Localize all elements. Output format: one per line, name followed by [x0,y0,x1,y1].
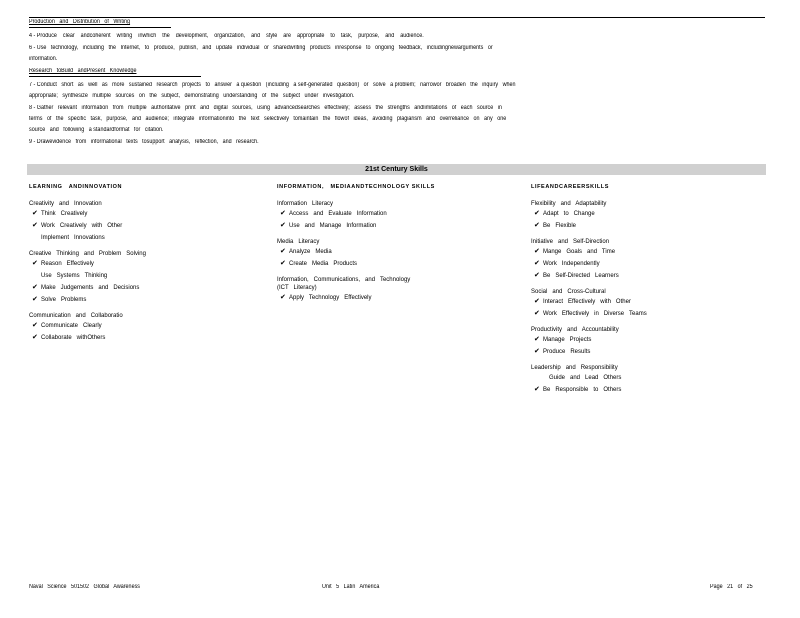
footer-page-number: Page 21 of 25 [710,584,753,590]
skill-item [277,292,507,304]
skill-group-title: Initiative and Self-Direction [531,239,610,245]
skill-item-label: Work Independently [543,261,600,267]
skill-item [531,384,761,396]
skill-item [531,270,761,282]
check-mark-icon: ✔ [32,210,38,217]
skill-item-label: Access and Evaluate Information [289,211,387,217]
check-mark-icon: ✔ [534,386,540,393]
check-mark-icon: ✔ [32,222,38,229]
skill-group [277,276,507,304]
skill-group [29,312,259,344]
skills-column-learning [29,183,259,350]
check-mark-icon: ✔ [280,210,286,217]
skill-item-label: Reason Effectively [41,261,94,267]
skill-group-title: Social and Cross-Cultural [531,289,606,295]
skill-item-label: Use Systems Thinking [41,273,108,279]
skill-item-label: Implement Innovations [41,235,105,241]
column-title: LEARNING ANDINNOVATION [29,184,123,190]
skill-item-label: Create Media Products [289,261,358,267]
skill-group-title: Creative Thinking and Problem Solving [29,251,146,257]
skill-item [29,232,259,244]
column-title: LIFEANDCAREERSKILLS [531,184,610,190]
skill-item [277,220,507,232]
column-title: INFORMATION, MEDIAANDTECHNOLOGY SKILLS [277,184,435,190]
skill-item-label: Be Flexible [543,223,577,229]
standards-heading-research: Research toBuild andPresent Knowledge [29,68,137,74]
skill-item [29,270,259,282]
top-rule [29,17,765,18]
skill-item [531,334,761,346]
skill-group [531,200,761,232]
skill-item-label: Produce Results [543,349,591,355]
skill-item-label: Analyze Media [289,249,332,255]
skill-item [531,258,761,270]
skill-item [29,332,259,344]
skill-item-label: Solve Problems [41,297,87,303]
standard-9: 9 - Drawevidence from informational texts tosupport analysis, reflection, and research. [29,139,259,145]
skill-item-label: Apply Technology Effectively [289,295,372,301]
skill-item-label: Collaborate withOthers [41,335,106,341]
skill-item [29,258,259,270]
check-mark-icon: ✔ [32,322,38,329]
skill-group-title: Media Literacy [277,239,320,245]
check-mark-icon: ✔ [534,210,540,217]
footer-course: Naval Science 501502 Global Awareness [29,584,140,590]
skills-banner [27,164,766,175]
check-mark-icon: ✔ [280,222,286,229]
skill-item-label: Work Creatively with Other [41,223,123,229]
skill-item-label: Interact Effectively with Other [543,299,631,305]
skill-item-label: Work Effectively in Diverse Teams [543,311,647,317]
standard-7-line-2: appropriate; synthesize multiple sources on the subject, demonstrating understanding of the subject under investigation. [29,93,355,99]
check-mark-icon: ✔ [32,296,38,303]
standard-6-line-2: information. [29,56,58,62]
skill-group [29,250,259,306]
skill-group [531,364,761,396]
skill-item-label: Be Self-Directed Learners [543,273,619,279]
check-mark-icon: ✔ [534,310,540,317]
skill-item [277,246,507,258]
check-mark-icon: ✔ [534,248,540,255]
check-mark-icon: ✔ [32,284,38,291]
skill-item-label: Communicate Clearly [41,323,102,329]
skill-item-label: Make Judgements and Decisions [41,285,140,291]
footer-unit: Unit 5 Latin America [322,584,380,590]
skill-item-label: Be Responsible to Others [543,387,622,393]
skill-group-title: Information Literacy [277,201,334,207]
standard-7-line-1: 7 - Conduct short as well as more sustained research projects to answer a question (including a self-generated question) or solve a problem; narrowor broaden the inquiry when [29,82,516,88]
skills-banner-title: 21st Century Skills [365,166,428,173]
skill-item [29,282,259,294]
skill-group-title: Productivity and Accountability [531,327,619,333]
standards-heading-production: Production and Distribution of Writing [29,19,131,25]
check-mark-icon: ✔ [534,272,540,279]
skill-item [531,372,761,384]
skill-item-label: Think Creatively [41,211,88,217]
skill-group [531,326,761,358]
skill-item-label: Adapt to Change [543,211,595,217]
check-mark-icon: ✔ [534,298,540,305]
skill-item [29,320,259,332]
skill-item-label: Use and Manage Information [289,223,377,229]
skill-item-label: Guide and Lead Others [549,375,622,381]
check-mark-icon: ✔ [280,294,286,301]
check-mark-icon: ✔ [534,222,540,229]
skill-item [531,296,761,308]
standard-8-line-1: 8 - Gather relevant information from multiple authoritative print and digital sources, using advancedsearches effectively; assess the strengths andlimitations of each source in [29,105,502,111]
skill-item [29,294,259,306]
skill-group [531,288,761,320]
skills-column-life-career [531,183,761,402]
skill-item [531,346,761,358]
check-mark-icon: ✔ [280,248,286,255]
skill-item [29,208,259,220]
skill-item [531,308,761,320]
skill-group [29,200,259,244]
skill-item [277,208,507,220]
check-mark-icon: ✔ [280,260,286,267]
standard-8-line-3: source and following a standardformat for citation. [29,127,164,133]
heading-rule [29,27,171,28]
skill-item [29,220,259,232]
skill-group-title: Flexibility and Adaptability [531,201,607,207]
check-mark-icon: ✔ [32,334,38,341]
skill-group-title: Creativity and Innovation [29,201,102,207]
standard-6-line-1: 6 - Use technology, including the Internet, to produce, publish, and update individual or sharedwriting products inresponse to ongoing feedback, includingnewarguments or [29,45,493,51]
check-mark-icon: ✔ [534,348,540,355]
skill-group-title: Information, Communications, and Technology [277,277,411,283]
skill-item [277,258,507,270]
skill-group [277,200,507,232]
skill-item [531,208,761,220]
skill-group [277,238,507,270]
standard-4: 4 - Produce clear andcoherent writing inwhich the development, organization, and style are appropriate to task, purpose, and audience. [29,33,424,39]
standard-8-line-2: terms of the specific task, purpose, and audience; integrate informationinto the text selectively tomaintain the flowof ideas, avoiding plagiarism and overreliance on any one [29,116,507,122]
check-mark-icon: ✔ [32,260,38,267]
skills-column-information [277,183,507,310]
heading-rule [29,76,201,77]
skill-group [531,238,761,282]
skill-item [531,220,761,232]
skill-group-title-cont: (ICT Literacy) [277,285,317,291]
skill-item-label: Mange Goals and Time [543,249,616,255]
skill-item-label: Manage Projects [543,337,592,343]
skill-group-title: Communication and Collaboratio [29,313,123,319]
check-mark-icon: ✔ [534,260,540,267]
skill-item [531,246,761,258]
check-mark-icon: ✔ [534,336,540,343]
skill-group-title: Leadership and Responsibility [531,365,618,371]
